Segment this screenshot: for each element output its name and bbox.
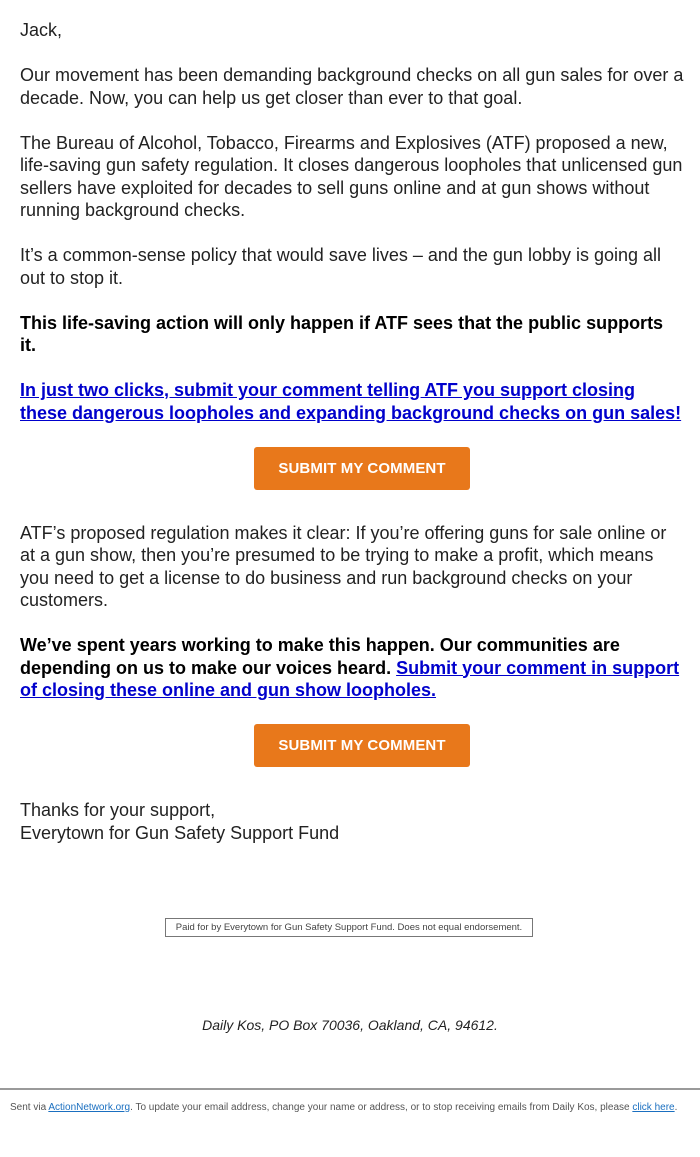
footer-divider <box>0 1088 700 1090</box>
paragraph-regulation-details: ATF’s proposed regulation makes it clear: If you’re offering guns for sale online or at a gun show, then you’re presumed to be trying to make a profit, which means you need to get a license to do business and run background checks on your customers. <box>20 522 667 610</box>
submit-comment-button[interactable]: SUBMIT MY COMMENT <box>254 447 470 490</box>
email-body <box>20 19 684 867</box>
footer-suffix: . <box>674 1102 678 1113</box>
footer-middle: . To update your email address, change your name or address, or to stop receiving emails from Daily Kos, please <box>130 1102 633 1113</box>
paragraph-cta-link <box>20 379 684 424</box>
action-network-link[interactable]: ActionNetwork.org <box>48 1102 131 1113</box>
paid-for-disclaimer: Paid for by Everytown for Gun Safety Support Fund. Does not equal endorsement. <box>165 918 533 937</box>
submit-comment-support-link[interactable]: Submit your comment in support of closing these online and gun show loopholes. <box>20 657 680 700</box>
signoff-thanks: Thanks for your support, <box>20 800 216 820</box>
mailing-address: Daily Kos, PO Box 70036, Oakland, CA, 94612. <box>202 1017 498 1033</box>
communities-bold-text: We’ve spent years working to make this happen. Our communities are depending on us to make our voices heard. <box>20 635 620 678</box>
button-row-1 <box>20 447 684 490</box>
unsubscribe-click-here-link[interactable]: click here <box>632 1102 675 1113</box>
footer-prefix: Sent via <box>10 1102 49 1113</box>
paragraph-intro: Our movement has been demanding background checks on all gun sales for over a decade. Now, you can help us get closer than ever to that goal. <box>20 65 684 108</box>
signoff-sender: Everytown for Gun Safety Support Fund <box>20 822 340 843</box>
paragraph-atf-regulation: The Bureau of Alcohol, Tobacco, Firearms and Explosives (ATF) proposed a new, life-saving gun safety regulation. It closes dangerous loopholes that unlicensed gun sellers have exploited for decades to sell guns online and at gun shows without running background checks. <box>20 132 683 220</box>
paragraph-public-support: This life-saving action will only happen if ATF sees that the public supports it. <box>20 312 664 355</box>
submit-comment-link[interactable]: In just two clicks, submit your comment telling ATF you support closing these dangerous loopholes and expanding background checks on gun sales! <box>20 380 682 423</box>
greeting: Jack, <box>20 20 63 40</box>
signoff <box>20 799 684 844</box>
paragraph-common-sense: It’s a common-sense policy that would save lives – and the gun lobby is going all out to stop it. <box>20 245 662 288</box>
submit-comment-button-2[interactable]: SUBMIT MY COMMENT <box>254 724 470 767</box>
email-footer <box>10 1101 680 1114</box>
paragraph-communities <box>20 634 684 702</box>
button-row-2 <box>20 724 684 767</box>
